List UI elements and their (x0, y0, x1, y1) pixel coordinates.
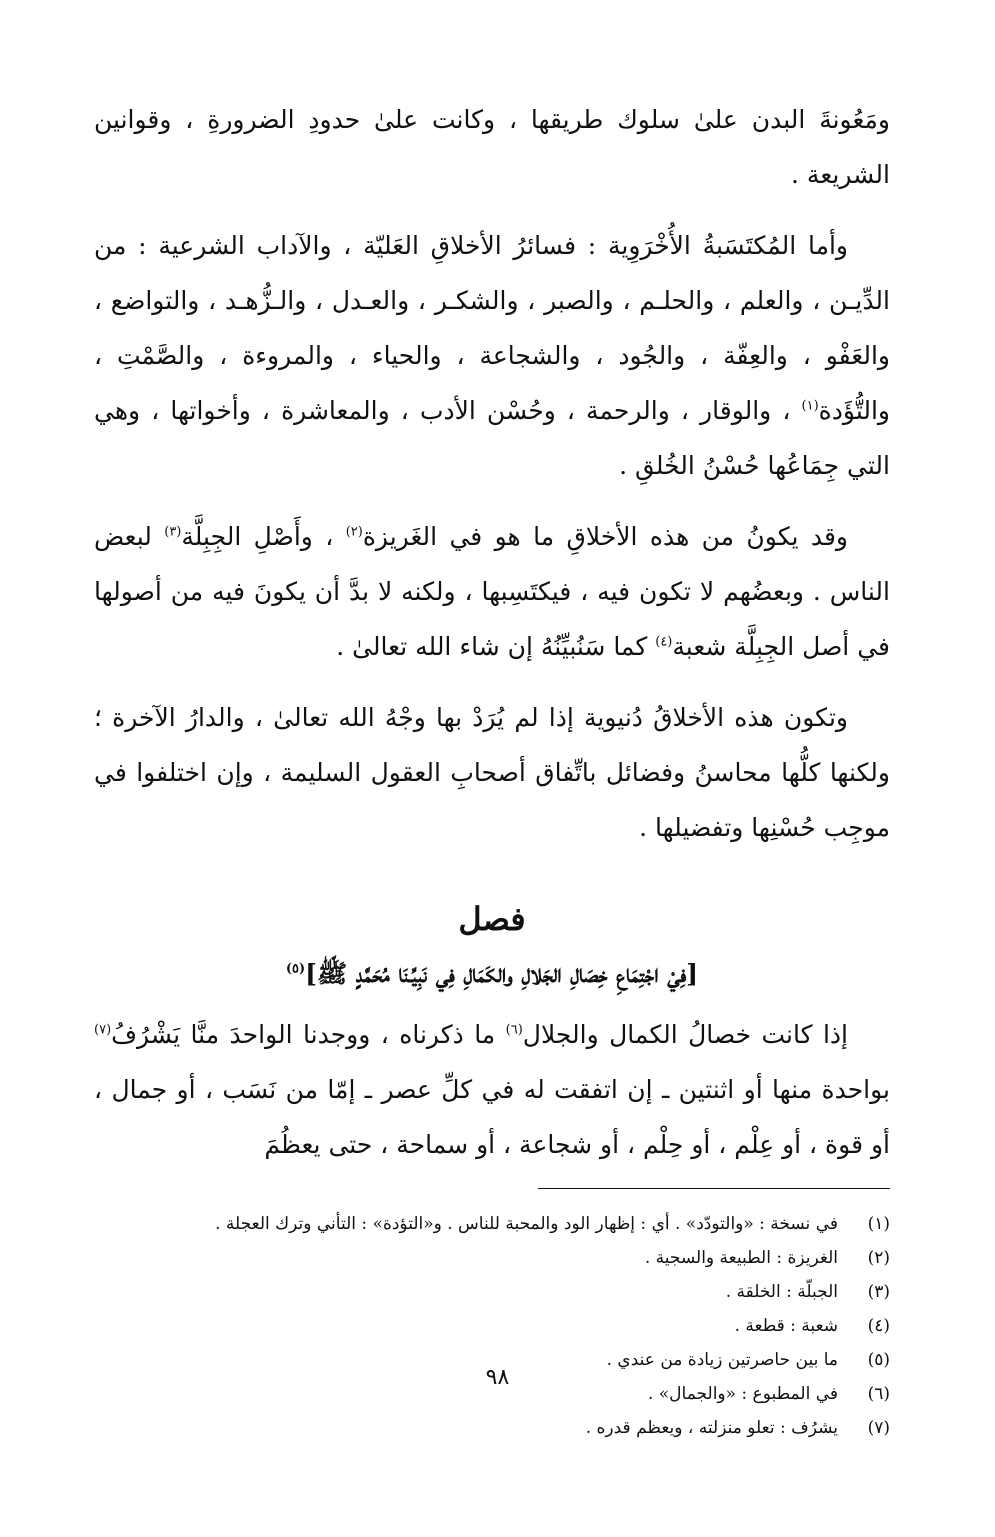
section-subheading-text: [فِيْ اجْتِمَاعِ خِصَالِ الجَلالِ والكَمَالِ فِي نَبِيِّـنَا مُحَمَّدٍ ﷺ] (305, 959, 699, 988)
footnote-4 (94, 1309, 890, 1343)
paragraph-2 (94, 218, 890, 493)
footnote-separator (538, 1188, 890, 1189)
footnote-3 (94, 1275, 890, 1309)
footnote-1 (94, 1207, 890, 1241)
footnote-ref-1: (١) (801, 398, 819, 414)
footnotes-list (94, 1207, 890, 1445)
paragraph-2-text-cont: ، والوقار ، والرحمة ، وحُسْن الأدب ، والمعاشرة ، وأخواتها ، وهي التي جِمَاعُها حُسْنُ الخُلقِ . (94, 396, 890, 480)
footnote-ref-6: (٦) (505, 1022, 523, 1038)
footnote-ref-3: (٣) (164, 524, 182, 540)
footnote-7 (94, 1411, 890, 1445)
footnote-text: في المطبوع : «والجمال» . (647, 1384, 838, 1404)
paragraph-1-text: ومَعُونةَ البدن علىٰ سلوك طريقها ، وكانت علىٰ حدودِ الضرورةِ ، وقوانين الشريعة . (94, 105, 890, 189)
footnote-text: الغريزة : الطبيعة والسجية . (644, 1248, 838, 1268)
paragraph-3-text-cont2: لبعض الناس . وبعضُهم لا تكون فيه ، فيكتَسِبها ، ولكنه لا بدَّ أن يكونَ فيه من أصولها في أصل الجِبِلَّة شعبة (94, 522, 890, 661)
footnote-number: (٥) (867, 1350, 890, 1370)
footnote-number: (٧) (867, 1418, 890, 1438)
footnote-text: الجبلّة : الخلقة . (725, 1282, 838, 1302)
footnote-ref-5: (٥) (285, 961, 306, 977)
paragraph-5 (94, 1007, 890, 1172)
paragraph-4 (94, 690, 890, 855)
paragraph-4-text: وتكون هذه الأخلاقُ دُنيوية إذا لم يُرَدْ بها وجْهُ الله تعالىٰ ، والدارُ الآخرة ؛ ولكنها كلُّها محاسنُ وفضائل باتِّفاق أصحابِ العقول السليمة ، وإن اختلفوا في موجِب حُسْنِها وتفضيلها . (94, 703, 890, 842)
paragraph-1 (94, 92, 890, 202)
paragraph-2-text: وأما المُكتَسَبةُ الأُخْرَوِية : فسائرُ الأخلاقِ العَليّة ، والآداب الشرعية : من الدِّيـن ، والعلم ، والحلـم ، والصبر ، والشكـر ، والعـدل ، والـزُّهـد ، والتواضع ، والعَفْو ، والعِفّة ، والجُود ، والشجاعة ، والحياء ، والمروءة ، والصَّمْتِ ، والتُّؤَدة (94, 231, 890, 425)
footnote-text: يشرُف : تعلو منزلته ، ويعظم قدره . (585, 1418, 838, 1438)
paragraph-3-text-cont3: كما سَنُبيِّنُهُ إن شاء الله تعالىٰ . (336, 632, 656, 661)
footnote-number: (١) (867, 1214, 890, 1234)
footnote-number: (٢) (867, 1248, 890, 1268)
paragraph-5-text-cont: ما ذكرناه ، ووجدنا الواحدَ منَّا يَشْرُفُ (111, 1020, 506, 1049)
page-number: ٩٨ (485, 1365, 510, 1390)
paragraph-3 (94, 509, 890, 674)
footnote-number: (٤) (867, 1316, 890, 1336)
footnote-text: في نسخة : «والتودّد» . أي : إظهار الود والمحبة للناس . و«التؤدة» : التأني وترك العجلة . (215, 1214, 838, 1234)
section-subheading (94, 949, 890, 999)
footnote-text: شعبة : قطعة . (734, 1316, 838, 1336)
footnote-ref-7: (٧) (94, 1022, 112, 1038)
paragraph-5-text: إذا كانت خصالُ الكمال والجلال (522, 1020, 848, 1049)
footnote-ref-4: (٤) (655, 634, 673, 650)
section-heading: فصل (458, 900, 526, 938)
footnote-text: ما بين حاصرتين زيادة من عندي . (606, 1350, 838, 1370)
footnote-2 (94, 1241, 890, 1275)
paragraph-5-text-cont2: بواحدة منها أو اثنتين ـ إن اتفقت له في كلِّ عصر ـ إمّا من نَسَب ، أو جمال ، أو قوة ، أو عِلْم ، أو حِلْم ، أو شجاعة ، أو سماحة ، حتى يعظُمَ (94, 1075, 890, 1159)
footnote-ref-2: (٢) (345, 524, 363, 540)
footnote-number: (٣) (867, 1282, 890, 1302)
paragraph-3-text: وقد يكونُ من هذه الأخلاقِ ما هو في الغَريزة (362, 522, 848, 551)
page-body (94, 92, 890, 1445)
paragraph-3-text-cont: ، وأَصْلِ الجِبِلَّة (181, 522, 346, 551)
footnote-number: (٦) (867, 1384, 890, 1404)
